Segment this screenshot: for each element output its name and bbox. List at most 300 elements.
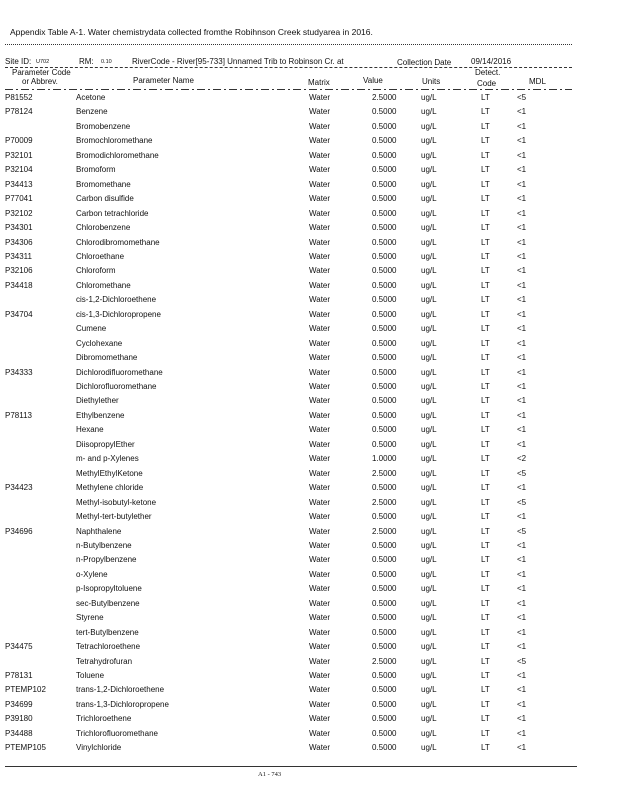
- param-code-header: Parameter Code: [12, 68, 71, 77]
- matrix-cell: Water: [309, 671, 331, 680]
- table-row: [0, 353, 618, 367]
- table-row: [0, 194, 618, 208]
- value-cell: 0.5000: [372, 642, 397, 652]
- mdl-cell: <1: [517, 555, 527, 565]
- units-cell: ug/L: [421, 280, 437, 290]
- units-cell: ug/L: [421, 497, 437, 507]
- detect-code-cell: LT: [481, 353, 490, 363]
- parameter-name: Vinylchloride: [76, 743, 122, 753]
- units-cell: ug/L: [421, 251, 437, 261]
- table-row: [0, 628, 618, 642]
- parameter-name: o-Xylene: [76, 569, 108, 579]
- units-cell: ug/L: [421, 728, 437, 738]
- units-cell: ug/L: [421, 540, 437, 550]
- detect-code-cell: LT: [481, 410, 490, 420]
- detect-header: Detect.: [475, 68, 501, 77]
- table-row: [0, 165, 618, 179]
- parameter-code: P34311: [5, 251, 32, 261]
- units-cell: ug/L: [421, 382, 437, 391]
- matrix-cell: Water: [309, 324, 331, 334]
- value-cell: 0.5000: [372, 295, 397, 305]
- units-cell: ug/L: [421, 208, 437, 218]
- matrix-cell: Water: [309, 353, 331, 363]
- matrix-cell: Water: [309, 150, 331, 160]
- units-cell: ug/L: [421, 93, 437, 102]
- parameter-name: Chloroethane: [76, 251, 125, 261]
- page-number: A1 - 743: [258, 771, 282, 778]
- mdl-cell: <1: [517, 439, 527, 449]
- matrix-cell: Water: [309, 627, 331, 637]
- parameter-name: Toluene: [76, 671, 105, 680]
- table-row: [0, 324, 618, 338]
- matrix-cell: Water: [309, 569, 331, 579]
- matrix-cell: Water: [309, 439, 331, 449]
- detect-code-cell: LT: [481, 324, 490, 334]
- matrix-cell: Water: [309, 743, 331, 753]
- detect-code-cell: LT: [481, 598, 490, 608]
- units-cell: ug/L: [421, 324, 437, 334]
- value-cell: 0.5000: [372, 223, 397, 233]
- value-cell: 0.5000: [372, 194, 397, 204]
- mdl-cell: <1: [517, 309, 527, 319]
- units-cell: ug/L: [421, 627, 437, 637]
- parameter-name: Naphthalene: [76, 526, 122, 536]
- parameter-code: P32101: [5, 150, 33, 160]
- mdl-cell: <1: [517, 266, 527, 276]
- parameter-name: Bromomethane: [76, 179, 131, 189]
- value-cell: 0.5000: [372, 483, 397, 493]
- value-cell: 0.5000: [372, 179, 397, 189]
- matrix-cell: Water: [309, 266, 331, 276]
- detect-code-cell: LT: [481, 699, 490, 709]
- parameter-code: P32104: [5, 165, 33, 175]
- units-cell: ug/L: [421, 439, 437, 449]
- detect-code-cell: LT: [481, 656, 490, 666]
- table-row: [0, 483, 618, 497]
- value-cell: 0.5000: [372, 728, 397, 738]
- matrix-cell: Water: [309, 584, 331, 594]
- matrix-cell: Water: [309, 410, 331, 420]
- units-cell: ug/L: [421, 165, 437, 175]
- table-row: [0, 685, 618, 699]
- matrix-cell: Water: [309, 454, 331, 464]
- value-cell: 0.5000: [372, 439, 397, 449]
- detect-code-cell: LT: [481, 526, 490, 536]
- matrix-cell: Water: [309, 526, 331, 536]
- value-cell: 0.5000: [372, 324, 397, 334]
- value-header: Value: [363, 76, 383, 85]
- rm-label: RM:: [79, 57, 94, 66]
- table-row: [0, 209, 618, 223]
- parameter-code: P34696: [5, 526, 33, 536]
- mdl-cell: <1: [517, 613, 527, 623]
- parameter-name: Bromoform: [76, 165, 116, 175]
- parameter-name: Methyl-tert-butylether: [76, 512, 152, 522]
- mdl-cell: <1: [517, 598, 527, 608]
- units-cell: ug/L: [421, 569, 437, 579]
- parameter-code: P34301: [5, 223, 33, 233]
- mdl-cell: <1: [517, 136, 527, 146]
- parameter-name: Bromochloromethane: [76, 136, 153, 146]
- table-row: [0, 107, 618, 121]
- units-header: Units: [422, 77, 441, 86]
- table-row: [0, 527, 618, 541]
- mdl-cell: <1: [517, 367, 527, 377]
- value-cell: 2.5000: [372, 497, 397, 507]
- mdl-cell: <5: [517, 656, 527, 666]
- mdl-cell: <1: [517, 179, 527, 189]
- detect-code-cell: LT: [481, 121, 490, 131]
- parameter-code: P34423: [5, 483, 33, 493]
- matrix-cell: Water: [309, 540, 331, 550]
- value-cell: 0.5000: [372, 584, 397, 594]
- table-row: [0, 310, 618, 324]
- mdl-cell: <5: [517, 497, 527, 507]
- mdl-cell: <1: [517, 396, 527, 406]
- parameter-name: Carbon tetrachloride: [76, 208, 149, 218]
- mdl-cell: <1: [517, 627, 527, 637]
- detect-code-cell: LT: [481, 642, 490, 652]
- units-cell: ug/L: [421, 425, 437, 435]
- parameter-name: Dibromomethane: [76, 353, 138, 363]
- mdl-cell: <1: [517, 208, 527, 218]
- value-cell: 0.5000: [372, 425, 397, 435]
- mdl-cell: <1: [517, 324, 527, 334]
- table-row: [0, 411, 618, 425]
- table-row: [0, 454, 618, 468]
- detect-code-cell: LT: [481, 382, 490, 391]
- matrix-cell: Water: [309, 280, 331, 290]
- table-row: [0, 295, 618, 309]
- parameter-name: Tetrachloroethene: [76, 642, 141, 652]
- units-cell: ug/L: [421, 598, 437, 608]
- parameter-code: P34475: [5, 642, 33, 652]
- matrix-cell: Water: [309, 121, 331, 131]
- matrix-cell: Water: [309, 237, 331, 247]
- parameter-code: P34306: [5, 237, 33, 247]
- mdl-header: MDL: [529, 77, 546, 86]
- units-cell: ug/L: [421, 136, 437, 146]
- value-cell: 0.5000: [372, 150, 397, 160]
- matrix-cell: Water: [309, 165, 331, 175]
- mdl-cell: <1: [517, 194, 527, 204]
- title-divider: [5, 44, 572, 45]
- units-cell: ug/L: [421, 295, 437, 305]
- parameter-code: P34704: [5, 309, 33, 319]
- detect-code-cell: LT: [481, 208, 490, 218]
- value-cell: 2.5000: [372, 526, 397, 536]
- detect-code-cell: LT: [481, 613, 490, 623]
- detect-code-cell: LT: [481, 136, 490, 146]
- table-row: [0, 252, 618, 266]
- table-row: [0, 498, 618, 512]
- detect-code-cell: LT: [481, 497, 490, 507]
- parameter-name: Ethylbenzene: [76, 410, 125, 420]
- mdl-cell: <1: [517, 728, 527, 738]
- param-name-header: Parameter Name: [133, 76, 194, 85]
- mdl-cell: <1: [517, 699, 527, 709]
- value-cell: 0.5000: [372, 671, 397, 680]
- units-cell: ug/L: [421, 179, 437, 189]
- table-row: [0, 599, 618, 613]
- mdl-cell: <1: [517, 338, 527, 348]
- parameter-name: trans-1,3-Dichloropropene: [76, 699, 169, 709]
- value-cell: 0.5000: [372, 540, 397, 550]
- value-cell: 0.5000: [372, 685, 397, 695]
- mdl-cell: <1: [517, 150, 527, 160]
- matrix-cell: Water: [309, 179, 331, 189]
- table-row: [0, 238, 618, 252]
- units-cell: ug/L: [421, 656, 437, 666]
- value-cell: 0.5000: [372, 382, 397, 391]
- mdl-cell: <1: [517, 410, 527, 420]
- mdl-cell: <1: [517, 223, 527, 233]
- value-cell: 0.5000: [372, 699, 397, 709]
- matrix-cell: Water: [309, 136, 331, 146]
- parameter-name: cis-1,2-Dichloroethene: [76, 295, 157, 305]
- parameter-code: P34418: [5, 280, 33, 290]
- parameter-name: tert-Butylbenzene: [76, 627, 139, 637]
- matrix-cell: Water: [309, 613, 331, 623]
- units-cell: ug/L: [421, 714, 437, 724]
- mdl-cell: <1: [517, 280, 527, 290]
- detect-code-cell: LT: [481, 309, 490, 319]
- table-row: [0, 368, 618, 382]
- matrix-header: Matrix: [308, 78, 330, 87]
- mdl-cell: <2: [517, 454, 527, 464]
- value-cell: 0.5000: [372, 237, 397, 247]
- detect-code-cell: LT: [481, 425, 490, 435]
- table-row: [0, 584, 618, 598]
- matrix-cell: Water: [309, 223, 331, 233]
- parameter-name: Dichlorofluoromethane: [76, 382, 157, 391]
- parameter-name: m- and p-Xylenes: [76, 454, 139, 464]
- parameter-code: P32102: [5, 208, 33, 218]
- detect-code-cell: LT: [481, 237, 490, 247]
- detect-code-cell: LT: [481, 671, 490, 680]
- collection-date-label: Collection Date: [397, 58, 452, 67]
- parameter-name: Cyclohexane: [76, 338, 123, 348]
- value-cell: 0.5000: [372, 569, 397, 579]
- river-code: RiverCode - River[95-733] Unnamed Trib to Robinson Cr. at: [132, 57, 344, 66]
- units-cell: ug/L: [421, 367, 437, 377]
- parameter-code: P34699: [5, 699, 33, 709]
- parameter-name: Acetone: [76, 93, 106, 102]
- detect-code-cell: LT: [481, 280, 490, 290]
- matrix-cell: Water: [309, 656, 331, 666]
- table-row: [0, 180, 618, 194]
- matrix-cell: Water: [309, 309, 331, 319]
- table-row: [0, 440, 618, 454]
- detect-code-cell: LT: [481, 468, 490, 478]
- table-row: [0, 714, 618, 728]
- mdl-cell: <1: [517, 353, 527, 363]
- matrix-cell: Water: [309, 728, 331, 738]
- mdl-cell: <1: [517, 743, 527, 753]
- value-cell: 0.5000: [372, 627, 397, 637]
- units-cell: ug/L: [421, 512, 437, 522]
- units-cell: ug/L: [421, 410, 437, 420]
- matrix-cell: Water: [309, 685, 331, 695]
- detect-code-cell: LT: [481, 295, 490, 305]
- units-cell: ug/L: [421, 353, 437, 363]
- detect-code-cell: LT: [481, 454, 490, 464]
- parameter-name: Chlorodibromomethane: [76, 237, 160, 247]
- value-cell: 2.5000: [372, 468, 397, 478]
- site-id-value: U702: [36, 59, 50, 65]
- value-cell: 0.5000: [372, 353, 397, 363]
- matrix-cell: Water: [309, 208, 331, 218]
- value-cell: 0.5000: [372, 743, 397, 753]
- parameter-name: Benzene: [76, 107, 108, 117]
- parameter-name: Methylene chloride: [76, 483, 144, 493]
- value-cell: 0.5000: [372, 410, 397, 420]
- table-row: [0, 657, 618, 671]
- mdl-cell: <1: [517, 569, 527, 579]
- mdl-cell: <5: [517, 526, 527, 536]
- units-cell: ug/L: [421, 121, 437, 131]
- units-cell: ug/L: [421, 699, 437, 709]
- mdl-cell: <1: [517, 107, 527, 117]
- parameter-code: P81552: [5, 93, 33, 102]
- page-title: Appendix Table A-1. Water chemistrydata collected fromthe Robihnson Creek studyarea in 2016.: [10, 27, 373, 37]
- value-cell: 0.5000: [372, 107, 397, 117]
- parameter-name: Tetrahydrofuran: [76, 656, 133, 666]
- value-cell: 0.5000: [372, 266, 397, 276]
- detect-code-cell: LT: [481, 584, 490, 594]
- units-cell: ug/L: [421, 555, 437, 565]
- detect-code-cell: LT: [481, 165, 490, 175]
- units-cell: ug/L: [421, 266, 437, 276]
- matrix-cell: Water: [309, 382, 331, 391]
- parameter-name: sec-Butylbenzene: [76, 598, 140, 608]
- mdl-cell: <1: [517, 295, 527, 305]
- detect-code-cell: LT: [481, 569, 490, 579]
- value-cell: 0.5000: [372, 396, 397, 406]
- units-cell: ug/L: [421, 309, 437, 319]
- parameter-name: Dichlorodifluoromethane: [76, 367, 163, 377]
- units-cell: ug/L: [421, 483, 437, 493]
- parameter-code: P34488: [5, 728, 33, 738]
- table-row: [0, 555, 618, 569]
- detect-code-cell: LT: [481, 266, 490, 276]
- mdl-cell: <1: [517, 685, 527, 695]
- parameter-name: n-Propylbenzene: [76, 555, 137, 565]
- detect-code-cell: LT: [481, 714, 490, 724]
- units-cell: ug/L: [421, 743, 437, 753]
- value-cell: 0.5000: [372, 251, 397, 261]
- mdl-cell: <1: [517, 165, 527, 175]
- table-row: [0, 151, 618, 165]
- mdl-cell: <1: [517, 251, 527, 261]
- table-row: [0, 512, 618, 526]
- parameter-name: Diethylether: [76, 396, 119, 406]
- footer-divider: [5, 766, 577, 767]
- units-cell: ug/L: [421, 338, 437, 348]
- matrix-cell: Water: [309, 699, 331, 709]
- matrix-cell: Water: [309, 483, 331, 493]
- detect-code-cell: LT: [481, 555, 490, 565]
- value-cell: 0.5000: [372, 136, 397, 146]
- value-cell: 0.5000: [372, 598, 397, 608]
- units-cell: ug/L: [421, 107, 437, 117]
- table-row: [0, 541, 618, 555]
- mdl-cell: <1: [517, 483, 527, 493]
- parameter-name: Bromobenzene: [76, 121, 131, 131]
- parameter-name: n-Butylbenzene: [76, 540, 132, 550]
- units-cell: ug/L: [421, 685, 437, 695]
- detect-code-cell: LT: [481, 685, 490, 695]
- header-divider: [5, 89, 572, 90]
- units-cell: ug/L: [421, 613, 437, 623]
- matrix-cell: Water: [309, 93, 331, 102]
- param-code-header-line2: or Abbrev.: [22, 77, 58, 86]
- value-cell: 2.5000: [372, 93, 397, 102]
- units-cell: ug/L: [421, 150, 437, 160]
- matrix-cell: Water: [309, 107, 331, 117]
- detect-code-cell: LT: [481, 540, 490, 550]
- value-cell: 2.5000: [372, 656, 397, 666]
- parameter-name: Cumene: [76, 324, 107, 334]
- parameter-name: Chloroform: [76, 266, 116, 276]
- parameter-name: Methyl-isobutyl-ketone: [76, 497, 157, 507]
- parameter-code: P78124: [5, 107, 33, 117]
- parameter-code: P34333: [5, 367, 33, 377]
- detect-code-cell: LT: [481, 338, 490, 348]
- value-cell: 0.5000: [372, 367, 397, 377]
- units-cell: ug/L: [421, 584, 437, 594]
- mdl-cell: <5: [517, 93, 527, 102]
- mdl-cell: <1: [517, 121, 527, 131]
- detect-code-cell: LT: [481, 512, 490, 522]
- detect-code-cell: LT: [481, 194, 490, 204]
- table-row: [0, 339, 618, 353]
- parameter-name: p-Isopropyltoluene: [76, 584, 142, 594]
- matrix-cell: Water: [309, 598, 331, 608]
- parameter-name: Chlorobenzene: [76, 223, 131, 233]
- parameter-name: Hexane: [76, 425, 104, 435]
- value-cell: 0.5000: [372, 512, 397, 522]
- value-cell: 0.5000: [372, 309, 397, 319]
- mdl-cell: <1: [517, 425, 527, 435]
- mdl-cell: <1: [517, 237, 527, 247]
- parameter-code: P70009: [5, 136, 33, 146]
- table-row: [0, 281, 618, 295]
- parameter-code: P78113: [5, 410, 32, 420]
- table-row: [0, 93, 618, 107]
- table-row: [0, 136, 618, 150]
- detect-code-cell: LT: [481, 367, 490, 377]
- detect-code-cell: LT: [481, 107, 490, 117]
- mdl-cell: <5: [517, 468, 527, 478]
- table-row: [0, 425, 618, 439]
- parameter-code: P34413: [5, 179, 33, 189]
- value-cell: 1.0000: [372, 454, 397, 464]
- parameter-name: cis-1,3-Dichloropropene: [76, 309, 161, 319]
- parameter-name: trans-1,2-Dichloroethene: [76, 685, 165, 695]
- detect-code-cell: LT: [481, 251, 490, 261]
- units-cell: ug/L: [421, 468, 437, 478]
- units-cell: ug/L: [421, 454, 437, 464]
- table-row: [0, 396, 618, 410]
- detect-code-cell: LT: [481, 93, 490, 102]
- table-row: [0, 223, 618, 237]
- mdl-cell: <1: [517, 540, 527, 550]
- value-cell: 0.5000: [372, 208, 397, 218]
- value-cell: 0.5000: [372, 121, 397, 131]
- units-cell: ug/L: [421, 223, 437, 233]
- parameter-name: Chloromethane: [76, 280, 131, 290]
